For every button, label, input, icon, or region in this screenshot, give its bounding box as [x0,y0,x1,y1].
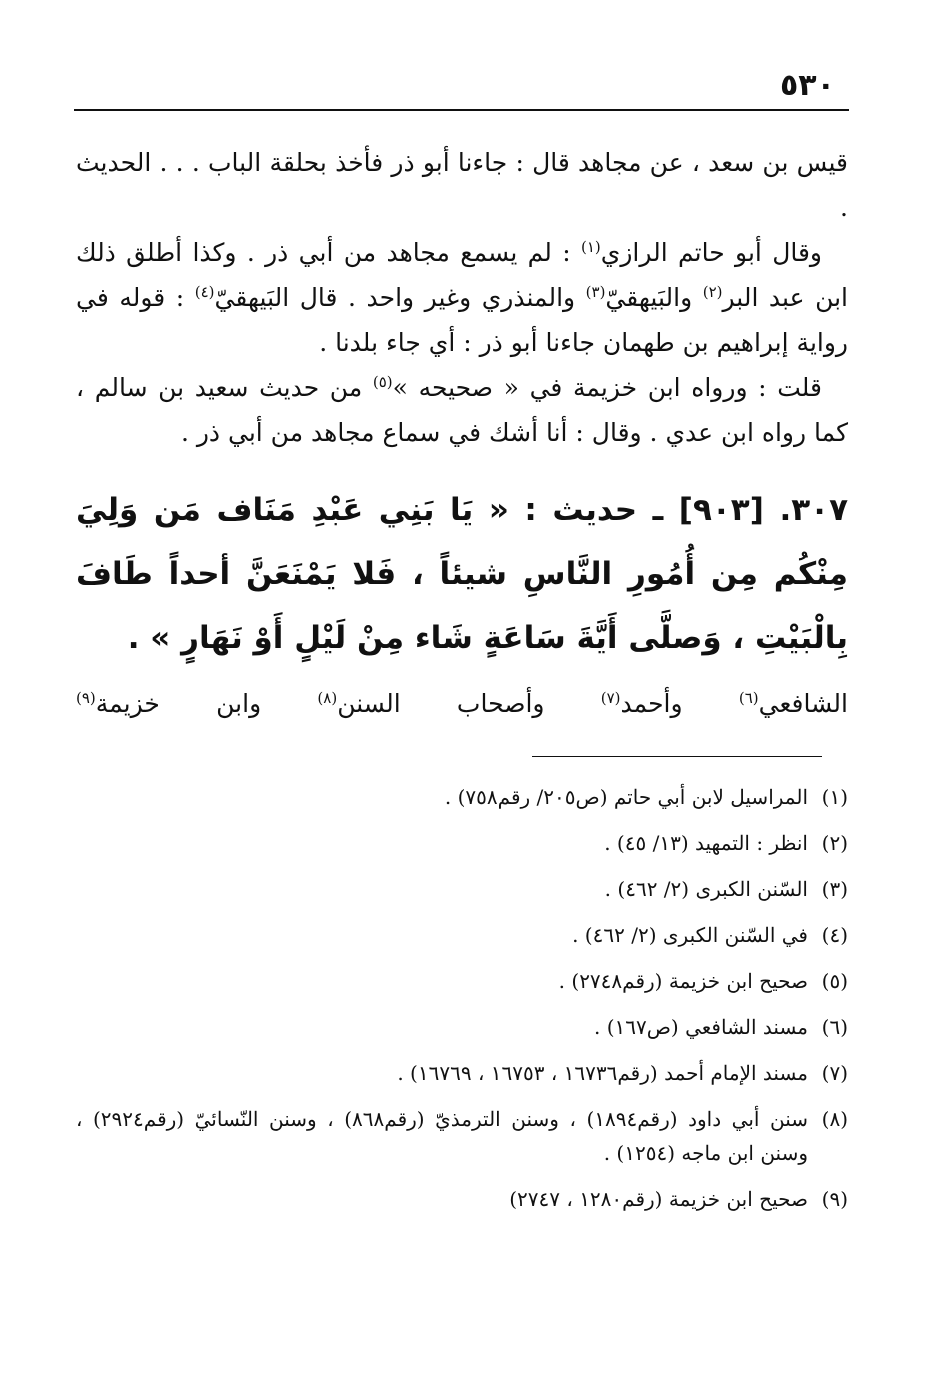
body-text-segment: من حديث سعيد بن سالم ، كما رواه ابن عدي . وقال : أنا أشك في سماع مجاهد من أبي ذر . [76,373,848,447]
footnote-ref[interactable]: (٨) [317,689,338,707]
page-number: ٥٣٠ [780,68,835,103]
source-name: وابن خزيمة [95,689,318,718]
footnote-text: صحيح ابن خزيمة (رقم٢٧٤٨) . [558,969,808,993]
source-name: وأحمد [620,689,739,718]
hadith-number: ٣٠٧. [٩٠٣] [678,492,848,528]
body-paragraph [76,365,848,455]
footnote-text: مسند الشافعي (ص١٦٧) . [593,1015,808,1039]
footnote-ref[interactable]: (٤) [194,283,215,301]
footnotes-list [76,780,848,1228]
body-text-segment: والمنذري وغير واحد . قال البَيهقيّ [214,283,586,312]
body-text-segment: وقال أبو حاتم الرازي [600,238,823,267]
footnote-ref[interactable]: (٧) [600,689,621,707]
footnote-text: صحيح ابن خزيمة (رقم١٢٨٠ ، ٢٧٤٧) [509,1187,808,1211]
body-text-segment: والبَيهقيّ [605,283,703,312]
footnote-item [76,918,848,952]
footnote-item [76,872,848,906]
hadith-text: ـ حديث : « يَا بَنِي عَبْدِ مَنَاف مَن وَلِيَ مِنْكُم مِن أُمُورِ النَّاسِ شيئاً ، فَلا يَمْنَعَنَّ أحداً طَافَ بِالْبَيْتِ ، وَصلَّى أَيَّةَ سَاعَةٍ شَاء مِنْ لَيْلٍ أَوْ نَهَارٍ » . [76,492,848,656]
footnote-number: (٥) [821,969,848,993]
sources-line [76,682,848,726]
footnote-item [76,964,848,998]
footnote-ref[interactable]: (٥) [372,373,393,391]
footnote-ref[interactable]: (١) [580,238,601,256]
body-text-segment: قيس بن سعد ، عن مجاهد قال : جاءنا أبو ذر فأخذ بحلقة الباب . . . الحديث . [76,148,848,222]
footnote-text: المراسيل لابن أبي حاتم (ص٢٠٥/ رقم٧٥٨) . [444,785,808,809]
body-paragraph [76,230,848,365]
source-name: الشافعي [758,689,848,718]
body-text-segment: : لم يسمع مجاهد من أبي ذر . وكذا أطلق ذلك ابن عبد البر [76,238,848,312]
body-text [76,140,848,455]
footnote-number: (٨) [821,1107,848,1131]
footnote-number: (٣) [821,877,848,901]
footnote-item [76,1010,848,1044]
footnote-ref[interactable]: (٩) [76,689,96,707]
footnote-separator [532,756,822,757]
footnote-number: (٤) [821,923,848,947]
footnote-ref[interactable]: (٢) [702,283,723,301]
footnote-item [76,780,848,814]
footnote-number: (١) [821,785,848,809]
footnote-ref[interactable]: (٦) [738,689,759,707]
body-paragraph [76,140,848,230]
footnote-text: السّنن الكبرى (٢/ ٤٦٢) . [604,877,808,901]
source-name: وأصحاب السنن [337,689,601,718]
footnote-number: (٢) [821,831,848,855]
footnote-number: (٧) [821,1061,848,1085]
footnote-text: مسند الإمام أحمد (رقم١٦٧٣٦ ، ١٦٧٥٣ ، ١٦٧٦٩) . [397,1061,808,1085]
footnote-ref[interactable]: (٣) [585,283,606,301]
footnote-text: سنن أبي داود (رقم١٨٩٤) ، وسنن الترمذيّ (رقم٨٦٨) ، وسنن النّسائيّ (رقم٢٩٢٤) ، وسنن ابن ماجه (١٢٥٤) . [76,1107,808,1165]
footnote-number: (٩) [821,1187,848,1211]
body-text-segment: قلت : ورواه ابن خزيمة في « صحيحه » [392,373,822,402]
hadith-heading [76,478,848,670]
footnote-item [76,1102,848,1170]
footnote-item [76,1182,848,1216]
body-text-segment: : قوله في رواية إبراهيم بن طهمان جاءنا أبو ذر : أي جاء بلدنا . [76,283,848,357]
footnote-item [76,1056,848,1090]
footnote-text: انظر : التمهيد (١٣/ ٤٥) . [604,831,808,855]
footnote-text: في السّنن الكبرى (٢/ ٤٦٢) . [572,923,808,947]
header-rule [74,109,849,111]
footnote-item [76,826,848,860]
footnote-number: (٦) [821,1015,848,1039]
